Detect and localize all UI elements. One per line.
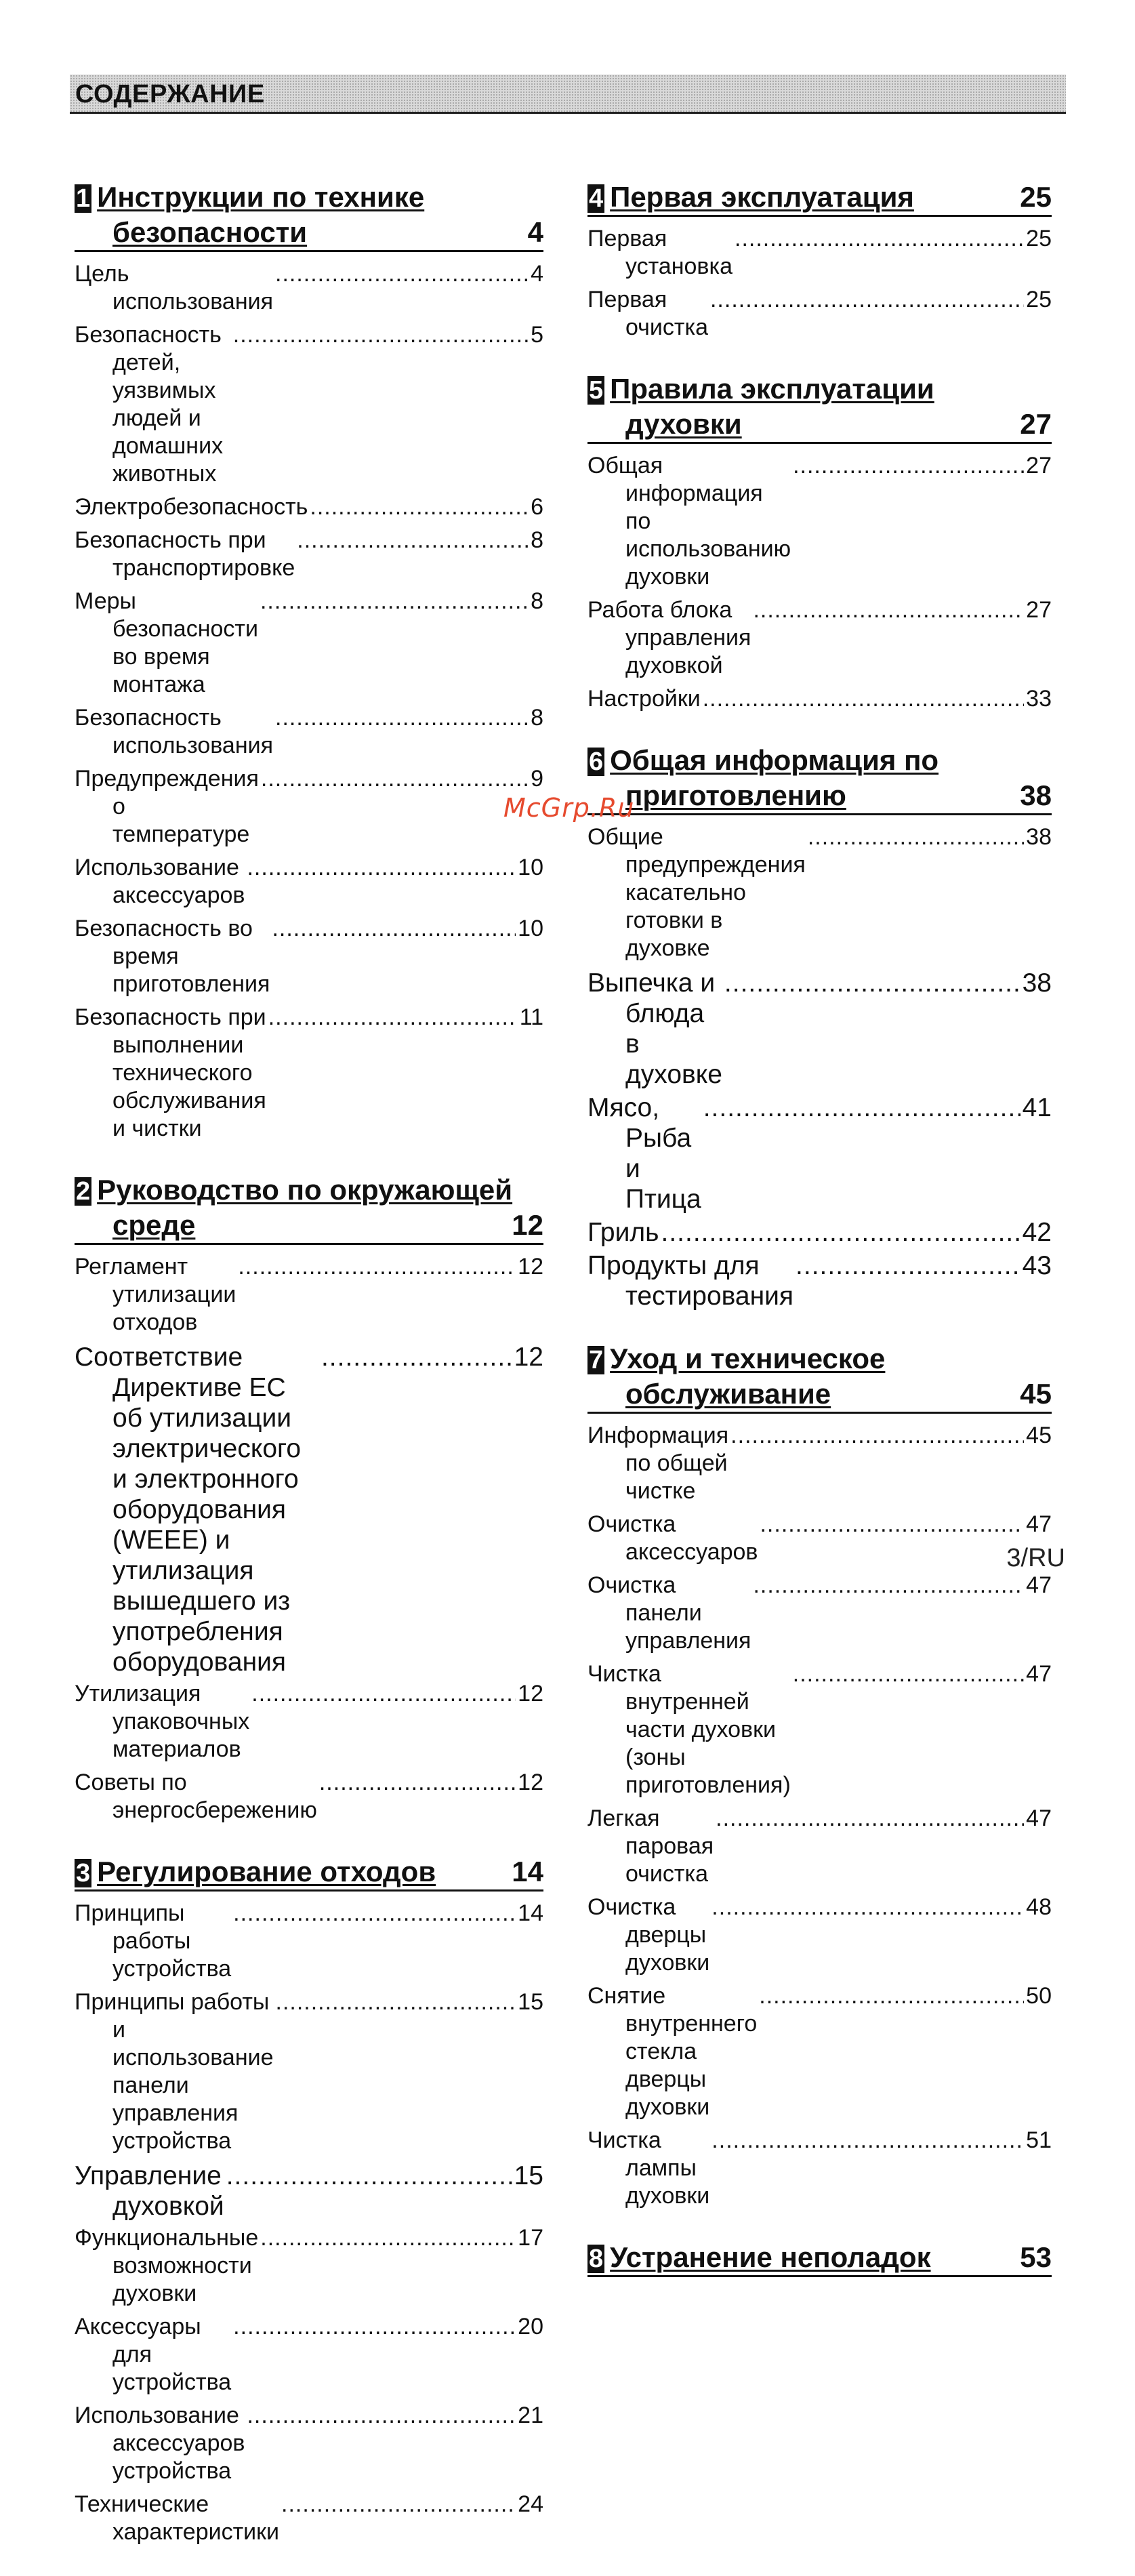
toc-entry-page: 8: [531, 705, 543, 731]
dot-leader: [796, 1250, 1020, 1281]
toc-entry-page: 47: [1026, 1572, 1052, 1598]
toc-entry[interactable]: [75, 260, 543, 316]
dot-leader: [711, 1894, 1024, 1921]
toc-entry-page: 38: [1026, 824, 1052, 850]
section-heading-line: [75, 1854, 543, 1889]
toc-entry-title: Электробезопасность: [75, 494, 308, 520]
toc-entry-title: Принципы работы и использование панели управления устройства: [75, 1989, 274, 2154]
toc-entry-page: 38: [1022, 968, 1052, 998]
toc-entry[interactable]: [75, 854, 543, 909]
toc-entry[interactable]: [587, 452, 1052, 591]
toc-entry-title: Использование аксессуаров: [75, 855, 245, 908]
toc-entry-title: Чистка лампы духовки: [587, 2127, 710, 2209]
toc-entry-title: Выпечка и блюда в духовке: [587, 968, 722, 1089]
section-heading-line: [75, 1208, 543, 1243]
dot-leader: [247, 2402, 516, 2430]
toc-entry-title: Гриль: [587, 1218, 659, 1247]
section-title: Руководство по окружающей: [97, 1174, 513, 1206]
toc-entry[interactable]: [75, 321, 543, 488]
section-number: 2: [76, 1177, 91, 1206]
toc-entry[interactable]: [587, 286, 1052, 342]
toc-section: [75, 1854, 543, 2546]
toc-section: [587, 743, 1052, 1311]
toc-entry[interactable]: [587, 685, 1052, 713]
section-page: 45: [1020, 1378, 1052, 1410]
section-heading-line: [587, 1341, 1052, 1376]
dot-leader: [226, 2161, 512, 2191]
section-page: 53: [1020, 2241, 1052, 2273]
dot-leader: [297, 527, 529, 554]
toc-entry-page: 25: [1026, 287, 1052, 312]
section-number: 7: [589, 1346, 604, 1374]
toc-entry[interactable]: [75, 1342, 543, 1677]
section-heading[interactable]: [75, 1172, 543, 1245]
section-heading-line: [587, 778, 1052, 813]
toc-entry[interactable]: [587, 1250, 1052, 1311]
toc-entry[interactable]: [75, 2491, 543, 2546]
toc-entry-page: 12: [518, 1770, 543, 1795]
toc-left-column: [75, 180, 543, 2576]
toc-entry-title: Регламент утилизации отходов: [75, 1254, 236, 1335]
section-number: 8: [589, 2245, 604, 2273]
toc-entry[interactable]: [75, 1004, 543, 1143]
toc-entry-page: 43: [1022, 1251, 1052, 1280]
dot-leader: [793, 452, 1024, 480]
section-title-cont: среде: [112, 1209, 196, 1241]
dot-leader: [716, 1805, 1024, 1833]
toc-entry-page: 4: [531, 261, 543, 287]
dot-leader: [793, 1660, 1024, 1688]
section-page: 14: [512, 1856, 543, 1887]
toc-entry-title: Очистка дверцы духовки: [587, 1894, 710, 1976]
toc-entry-title: Работа блока управления духовкой: [587, 597, 751, 678]
section-page: 12: [512, 1209, 543, 1241]
toc-entry-title: Соответствие Директиве ЕС об утилизации электрического и электронного оборудования (WEEE) и утилизация вышедшего из употребления оборудования: [75, 1343, 302, 1677]
section-title: Уход и техническое: [610, 1343, 886, 1374]
dot-leader: [276, 1988, 516, 2016]
toc-section: [587, 180, 1052, 342]
toc-entry[interactable]: [75, 2161, 543, 2222]
section-heading[interactable]: [587, 180, 1052, 217]
section-heading[interactable]: [587, 371, 1052, 444]
toc-entry-page: 42: [1022, 1218, 1052, 1247]
toc-section: [75, 1172, 543, 1824]
toc-entry[interactable]: [587, 1660, 1052, 1799]
toc-entry-page: 10: [518, 855, 543, 880]
toc-entry[interactable]: [587, 225, 1052, 281]
toc-entry-page: 47: [1026, 1511, 1052, 1537]
toc-entry[interactable]: [587, 1092, 1052, 1214]
toc-entry-title: Продукты для тестирования: [587, 1251, 794, 1311]
section-heading[interactable]: [75, 1854, 543, 1892]
toc-entry-title: Принципы работы устройства: [75, 1900, 232, 1982]
dot-leader: [711, 2127, 1024, 2154]
dot-leader: [703, 1092, 1020, 1123]
section-page: 27: [1020, 408, 1052, 440]
toc-entry-page: 8: [531, 588, 543, 614]
toc-entry[interactable]: [587, 1894, 1052, 1977]
section-heading-line: [587, 2240, 1052, 2275]
dot-leader: [260, 2224, 516, 2252]
toc-entry[interactable]: [587, 1805, 1052, 1888]
toc-entry[interactable]: [75, 588, 543, 699]
section-number: 6: [589, 748, 604, 776]
section-title-cont: приготовлению: [625, 779, 846, 811]
toc-entry[interactable]: [587, 823, 1052, 962]
section-number: 3: [76, 1859, 91, 1887]
toc-entry[interactable]: [587, 1511, 1052, 1566]
toc-entry-title: Цель использования: [75, 261, 274, 314]
toc-entry-title: Советы по энергосбережению: [75, 1770, 317, 1823]
toc-entry-title: Функциональные возможности духовки: [75, 2225, 259, 2306]
dot-leader: [759, 1982, 1024, 2010]
toc-entry[interactable]: [75, 765, 543, 849]
toc-entry[interactable]: [75, 2313, 543, 2396]
toc-entry[interactable]: [587, 1217, 1052, 1248]
toc-entry[interactable]: [587, 1572, 1052, 1655]
dot-leader: [710, 286, 1024, 314]
toc-entry-title: Меры безопасности во время монтажа: [75, 588, 258, 697]
section-heading[interactable]: [587, 743, 1052, 815]
toc-entry-title: Информация по общей чистке: [587, 1423, 729, 1504]
toc-entry[interactable]: [75, 915, 543, 998]
section-page: 25: [1020, 181, 1052, 213]
toc-section: [587, 1341, 1052, 2210]
page-number: 3/RU: [1006, 1544, 1065, 1572]
toc-entry-title: Снятие внутреннего стекла дверцы духовки: [587, 1983, 758, 2120]
dot-leader: [703, 685, 1024, 713]
toc-entry-page: 48: [1026, 1894, 1052, 1920]
toc-entry[interactable]: [587, 2127, 1052, 2210]
toc-entry[interactable]: [587, 596, 1052, 680]
section-number: 4: [589, 184, 604, 213]
dot-leader: [753, 1572, 1024, 1599]
toc-entry-page: 51: [1026, 2127, 1052, 2153]
dot-leader: [730, 1422, 1024, 1450]
dot-leader: [233, 321, 529, 349]
toc-entry-page: 27: [1026, 453, 1052, 478]
toc-entry-page: 21: [518, 2403, 543, 2428]
toc-entry[interactable]: [75, 1253, 543, 1336]
toc-entry[interactable]: [75, 2224, 543, 2308]
dot-leader: [251, 1680, 516, 1708]
section-number: 1: [76, 184, 91, 213]
toc-entry[interactable]: [587, 1422, 1052, 1505]
section-title: Первая эксплуатация: [610, 181, 914, 213]
toc-entry-title: Предупреждения о температуре: [75, 766, 259, 847]
dot-leader: [735, 225, 1024, 253]
section-heading-line: [587, 180, 1052, 215]
toc-entry-title: Общая информация по использованию духовки: [587, 453, 791, 590]
toc-entry-page: 50: [1026, 1983, 1052, 2009]
toc-entry-title: Чистка внутренней части духовки (зоны приготовления): [587, 1661, 791, 1798]
toc-entry[interactable]: [75, 704, 543, 760]
toc-entry-title: Первая очистка: [587, 287, 708, 340]
dot-leader: [260, 588, 529, 615]
dot-leader: [272, 915, 516, 943]
toc-right-column: [587, 180, 1052, 2307]
toc-entry-title: Мясо, Рыба и Птица: [587, 1093, 701, 1214]
section-heading-line: [587, 743, 1052, 778]
toc-entry-title: Утилизация упаковочных материалов: [75, 1681, 250, 1762]
section-title: Инструкции по технике: [97, 181, 425, 213]
dot-leader: [321, 1342, 512, 1372]
toc-entry-page: 12: [514, 1343, 543, 1372]
toc-section: [587, 371, 1052, 713]
section-title: Общая информация по: [610, 744, 939, 776]
toc-entry[interactable]: [75, 527, 543, 582]
toc-entry-page: 11: [519, 1004, 543, 1030]
section-heading-line: [75, 215, 543, 250]
dot-leader: [661, 1217, 1020, 1248]
toc-entry-page: 12: [518, 1681, 543, 1706]
section-heading[interactable]: [587, 2240, 1052, 2277]
toc-entry-page: 47: [1026, 1805, 1052, 1831]
toc-entry[interactable]: [587, 968, 1052, 1090]
toc-entry-page: 27: [1026, 597, 1052, 623]
toc-entry[interactable]: [587, 1982, 1052, 2121]
toc-entry-page: 5: [531, 322, 543, 348]
section-heading-line: [587, 371, 1052, 407]
toc-entry-page: 20: [518, 2314, 543, 2339]
section-title: Правила эксплуатации: [610, 373, 934, 405]
section-title: Регулирование отходов: [97, 1856, 436, 1887]
toc-entry-page: 15: [518, 1989, 543, 2015]
toc-entry-page: 10: [518, 916, 543, 941]
toc-entry-title: Безопасность использования: [75, 705, 274, 758]
toc-entry-title: Безопасность детей, уязвимых людей и домашних животных: [75, 322, 224, 487]
toc-section: [587, 2240, 1052, 2277]
section-title: Устранение неполадок: [610, 2241, 931, 2273]
dot-leader: [233, 1900, 516, 1927]
dot-leader: [310, 493, 529, 521]
toc-entry-title: Использование аксессуаров устройства: [75, 2403, 245, 2484]
dot-leader: [281, 2491, 516, 2518]
dot-leader: [275, 704, 529, 732]
section-heading-line: [75, 180, 543, 215]
dot-leader: [247, 854, 516, 882]
toc-entry-page: 12: [518, 1254, 543, 1280]
section-page: 38: [1020, 779, 1052, 811]
toc-entry[interactable]: [75, 1900, 543, 1983]
dot-leader: [753, 596, 1024, 624]
toc-entry-page: 45: [1026, 1423, 1052, 1448]
section-title-cont: духовки: [625, 408, 742, 440]
toc-entry[interactable]: [75, 1769, 543, 1824]
section-title-cont: безопасности: [112, 216, 308, 248]
toc-entry[interactable]: [75, 1988, 543, 2155]
section-heading-line: [587, 1376, 1052, 1412]
toc-entry-page: 25: [1026, 226, 1052, 251]
toc-entry-page: 47: [1026, 1661, 1052, 1687]
toc-entry-page: 41: [1022, 1093, 1052, 1122]
toc-entry-title: Первая установка: [587, 226, 732, 279]
contents-header-bar: [70, 75, 1066, 114]
toc-entry-title: Технические характеристики: [75, 2491, 280, 2545]
toc-section: [75, 180, 543, 1143]
dot-leader: [238, 1253, 516, 1281]
toc-entry-title: Очистка аксессуаров: [587, 1511, 758, 1565]
toc-entry[interactable]: [75, 2402, 543, 2485]
section-heading-line: [587, 407, 1052, 442]
toc-entry-page: 24: [518, 2491, 543, 2517]
toc-entry-title: Управление духовкой: [75, 2161, 224, 2221]
section-heading[interactable]: [75, 180, 543, 252]
section-number: 5: [589, 376, 604, 405]
dot-leader: [319, 1769, 516, 1797]
toc-entry[interactable]: [75, 493, 543, 521]
section-heading[interactable]: [587, 1341, 1052, 1414]
toc-entry-title: Аксессуары для устройства: [75, 2314, 232, 2395]
dot-leader: [808, 823, 1024, 851]
toc-entry-page: 9: [531, 766, 543, 792]
page-title: СОДЕРЖАНИЕ: [75, 80, 265, 108]
toc-entry-page: 6: [531, 494, 543, 520]
dot-leader: [275, 260, 529, 288]
toc-entry-title: Очистка панели управления: [587, 1572, 751, 1654]
toc-entry-title: Безопасность при транспортировке: [75, 527, 295, 581]
dot-leader: [760, 1511, 1024, 1538]
section-title-cont: обслуживание: [625, 1378, 831, 1410]
section-page: 4: [527, 216, 543, 248]
toc-entry-page: 33: [1026, 686, 1052, 712]
dot-leader: [233, 2313, 516, 2341]
dot-leader: [268, 1004, 518, 1031]
dot-leader: [724, 968, 1020, 998]
toc-entry-page: 14: [518, 1900, 543, 1926]
toc-entry-title: Безопасность во время приготовления: [75, 916, 270, 997]
toc-entry-page: 15: [514, 2161, 543, 2190]
watermark: McGrp.Ru: [503, 793, 635, 823]
toc-entry-title: Безопасность при выполнении технического обслуживания и чистки: [75, 1004, 266, 1141]
dot-leader: [261, 765, 529, 793]
toc-entry-title: Общие предупреждения касательно готовки в духовке: [587, 824, 806, 961]
toc-entry-page: 17: [518, 2225, 543, 2251]
section-heading-line: [75, 1172, 543, 1208]
toc-entry[interactable]: [75, 1680, 543, 1763]
toc-entry-title: Легкая паровая очистка: [587, 1805, 714, 1887]
toc-entry-page: 8: [531, 527, 543, 553]
toc-entry-title: Настройки: [587, 686, 701, 712]
